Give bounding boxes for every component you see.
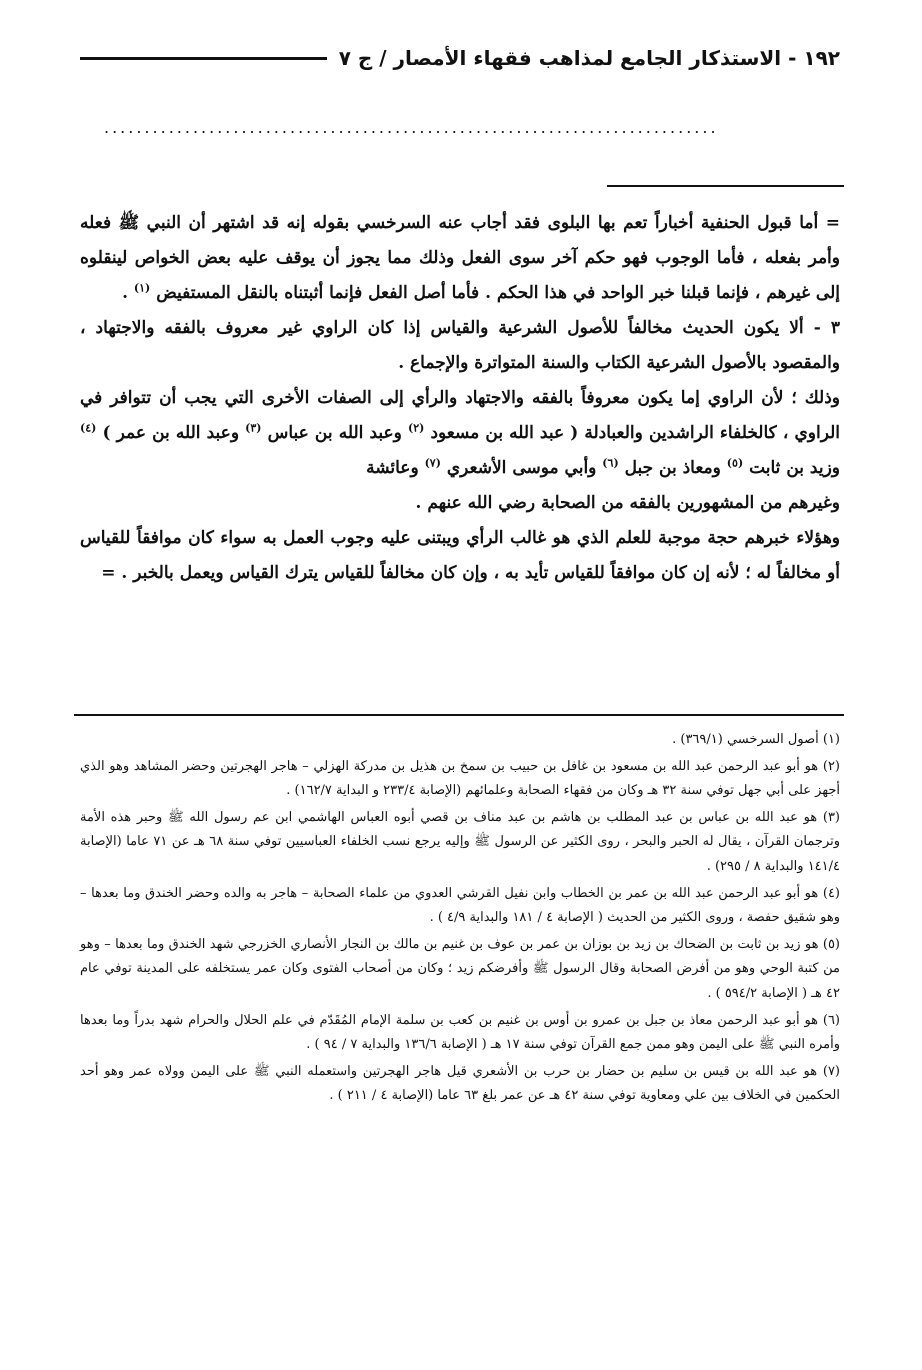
footnote-ref: (٣) [245,421,262,435]
footnote-separator [74,714,844,716]
footnote-5: (٥) هو زيد بن ثابت بن الضحاك بن زيد بن بوزان بن عمر بن عوف بن غنيم بن مالك بن النجار الأنصاري الخزرجي شهد الخندق وما بعدها – وهو من كتبة الوحي وهو من أفرض الصحابة وقال الرسول ﷺ وأفرضكم زيد ؛ وكان من أصحاب الفتوى وكان عمر يستخلفه على المدينة توفي عام ٤٢ هـ ( الإصابة ٥٩٤/٢ ) . [80,936,840,1001]
footnote-4: (٤) هو أبو عبد الرحمن عبد الله بن عمر بن الخطاب وابن نفيل القرشي العدوي من علماء الصحابة – هاجر به والده وحضر الخندق وما بعدها – وهو شقيق حفصة ، وروى الكثير من الحديث ( الإصابة ٤ / ١٨١ والبداية ٤/٩ ) . [80,885,840,926]
paragraph-5: وهؤلاء خبرهم حجة موجبة للعلم الذي هو غالب الرأي ويبتنى عليه وجوب العمل به سواء كان موافقاً للقياس أو مخالفاً له ؛ لأنه إن كان موافقاً للقياس تأيد به ، وإن كان مخالفاً للقياس يترك القياس ويعمل بالخبر . = [80,528,840,583]
footnote-ref: (٦) [602,456,619,470]
footnote-ref: (٢) [407,421,425,435]
footnote-ref: (٤) [80,421,97,435]
footnote-ref: (١) [133,281,151,295]
footnote-2: (٢) هو أبو عبد الرحمن عبد الله بن مسعود بن غافل بن حبيب بن سمخ بن هذيل بن مدركة الهزلي – هاجر الهجرتين وحضر المشاهد وهو الذي أجهز على أبي جهل توفي سنة ٣٢ هـ وكان من فقهاء الصحابة وعلمائهم (الإصابة ٢٣٣/٤ و البداية ١٦٢/٧) . [80,758,840,799]
header-rule [80,57,327,60]
paragraph-2: ٣ - ألا يكون الحديث مخالفاً للأصول الشرعية والقياس إذا كان الراوي غير معروف بالفقه والاجتهاد ، والمقصود بالأصول الشرعية الكتاب والسنة المتواترة والإجماع . [80,318,840,373]
paragraph-1: = أما قبول الحنفية أخباراً تعم بها البلوى فقد أجاب عنه السرخسي بقوله إنه قد اشتهر أن النبي ﷺ فعله وأمر بفعله ، فأما الوجوب فهو حكم آخر سوى الفعل وذلك مما يجوز أن يوقف عليه بعض الخواص لينقلوه إلى غيرهم ، فإنما قبلنا خبر الواحد في هذا الحكم . فأما أصل الفعل فإنما أثبتناه بالنقل المستفيض $^{(١)}$ . [80,213,840,303]
footnotes [80,728,840,1111]
paragraph-4: وغيرهم من المشهورين بالفقه من الصحابة رضي الله عنهم . [415,493,840,513]
top-section-rule [607,185,844,187]
footnote-7: (٧) هو عبد الله بن قيس بن سليم بن حضار بن حرب بن الأشعري قيل هاجر الهجرتين واستعمله النبي ﷺ على اليمن وولاه عمر وهو أحد الحكمين في الخلاف بين علي ومعاوية توفي سنة ٤٢ هـ عن عمر بلغ ٦٣ عاما (الإصابة ٤ / ٢١١ ) . [80,1063,840,1104]
footnote-3: (٣) هو عبد الله بن عباس بن عبد المطلب بن هاشم بن عبد مناف بن قصي أبوه العباس الهاشمي ابن عم رسول الله ﷺ وحبر هذه الأمة وترجمان القرآن ، يقال له الحبر والبحر ، روى الكثير عن الرسول ﷺ وإليه يرجع نسب الخلفاء العباسيين توفي سنة ٦٨ هـ عن ٧١ عاما (الإصابة ١٤١/٤ والبداية ٨ / ٢٩٥) . [80,809,841,874]
footnote-ref: (٧) [424,456,441,470]
page-header [80,38,840,78]
footnote-1: (١) أصول السرخسي (٣٦٩/١) . [672,732,840,747]
main-text [80,206,840,591]
ellipsis-separator: ............................................................................ [104,118,719,137]
running-title: ١٩٢ - الاستذكار الجامع لمذاهب فقهاء الأمصار / ج ٧ [338,46,840,70]
footnote-ref: (٥) [726,456,744,470]
footnote-6: (٦) هو أبو عبد الرحمن معاذ بن جبل بن عمرو بن أوس بن غنيم بن كعب بن سلمة الإمام المُقَدّم في علم الحلال والحرام شهد بدراً وما بعدها وأمره النبي ﷺ على اليمن وهو ممن جمع القرآن توفي سنة ١٧ هـ ( الإصابة ١٣٦/٦ والبداية ٧ / ٩٤ ) . [80,1012,840,1053]
paragraph-3: وذلك ؛ لأن الراوي إما يكون معروفاً بالفقه والاجتهاد والرأي إلى الصفات الأخرى التي يجب أن تتوافر في الراوي ، كالخلفاء الراشدين والعبادلة ( عبد الله بن مسعود $^{(٢)}$ وعبد الله بن عباس $^{(٣)}$ وعبد الله بن عمر ) $^{(٤)}$ وزيد بن ثابت $^{(٥)}$ ومعاذ بن جبل $^{(٦)}$ وأبي موسى الأشعري $^{(٧)}$ وعائشة [80,388,840,478]
